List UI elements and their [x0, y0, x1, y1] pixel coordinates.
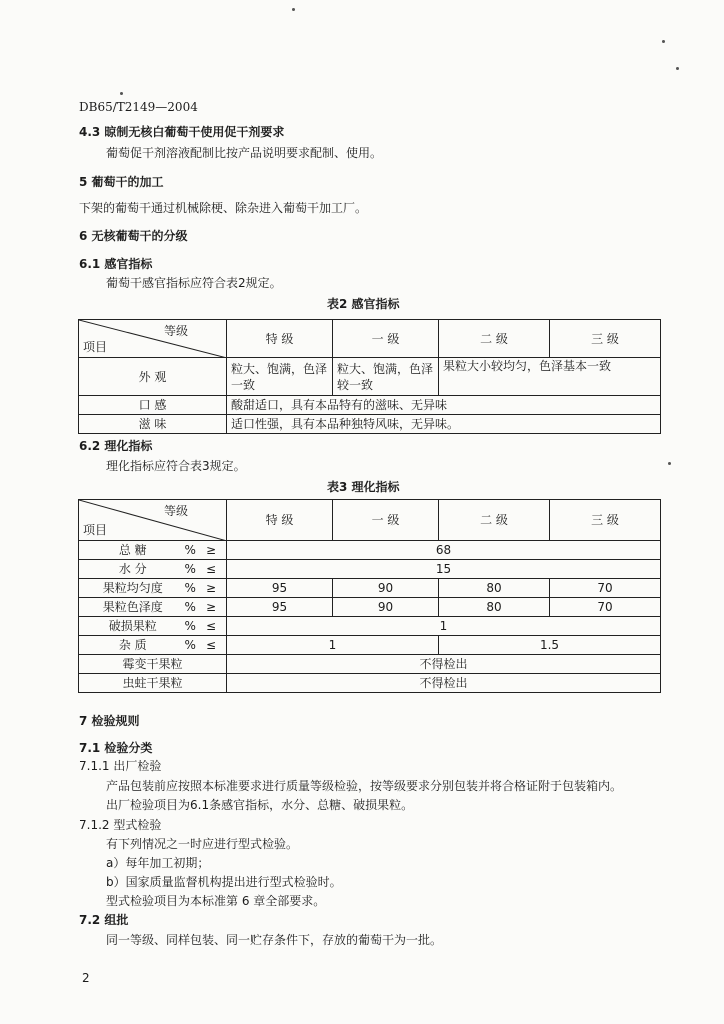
scan-speck	[120, 92, 123, 95]
table2-item-label: 项目	[83, 340, 108, 354]
table2-corner-header	[79, 320, 227, 358]
section-7-1-2-item-b: b）国家质量监督机构提出进行型式检验时。	[106, 875, 342, 889]
table-cell: 90	[333, 598, 439, 617]
section-7-1-2-line2: 型式检验项目为本标准第 6 章全部要求。	[106, 894, 326, 908]
scan-speck	[676, 67, 679, 70]
operator: ≤	[205, 619, 216, 633]
section-5-body: 下架的葡萄干通过机械除梗、除杂进入葡萄干加工厂。	[79, 201, 368, 215]
table-row	[79, 674, 661, 693]
table-row	[79, 560, 661, 579]
table-row	[79, 396, 661, 415]
operator: ≤	[205, 638, 216, 652]
table3-grade-header: 二 级	[439, 500, 550, 541]
table-cell: 果粒大小较均匀，色泽基本一致	[439, 358, 661, 396]
unit: %	[184, 562, 196, 576]
table-cell: 1	[227, 617, 661, 636]
row-label-mouthfeel: 口 感	[79, 396, 227, 415]
section-7-2-body: 同一等级、同样包装、同一贮存条件下，存放的葡萄干为一批。	[106, 933, 443, 947]
table-cell: 适口性强，具有本品种独特风味，无异味。	[227, 415, 661, 434]
section-6-1-body: 葡萄干感官指标应符合表2规定。	[106, 276, 282, 290]
standard-code: DB65/T2149—2004	[79, 100, 198, 114]
table-cell: 粒大、饱满，色泽一致	[227, 358, 333, 396]
row-label-total-sugar	[79, 541, 227, 560]
table-cell: 粒大、饱满，色泽较一致	[333, 358, 439, 396]
section-7-2-title: 7.2 组批	[79, 913, 129, 927]
unit: %	[184, 619, 196, 633]
table2-caption: 表2 感官指标	[327, 297, 400, 311]
row-label-impurity	[79, 636, 227, 655]
table2-grade-header: 一 级	[333, 320, 439, 358]
table-cell: 95	[227, 598, 333, 617]
item-name: 总 糖	[118, 543, 147, 557]
table-cell: 70	[550, 579, 661, 598]
section-7-1-2-title: 7.1.2 型式检验	[79, 818, 162, 832]
unit: %	[184, 638, 196, 652]
table3-grade-header: 一 级	[333, 500, 439, 541]
table3-item-label: 项目	[83, 523, 108, 537]
table3-caption: 表3 理化指标	[327, 480, 400, 494]
table3-grade-header: 三 级	[550, 500, 661, 541]
scan-speck	[292, 8, 295, 11]
table-row	[79, 636, 661, 655]
table-cell: 酸甜适口，具有本品特有的滋味、无异味	[227, 396, 661, 415]
table-cell: 80	[439, 579, 550, 598]
operator: ≤	[205, 562, 216, 576]
item-name: 水 分	[118, 562, 147, 576]
table-cell: 不得检出	[227, 655, 661, 674]
table-row	[79, 617, 661, 636]
row-label-color	[79, 598, 227, 617]
scan-speck	[668, 462, 671, 465]
table3-grade-label: 等级	[163, 504, 188, 518]
table-row	[79, 541, 661, 560]
table-cell: 1.5	[439, 636, 661, 655]
item-name: 破损果粒	[108, 619, 157, 633]
table3-corner-header	[79, 500, 227, 541]
unit: %	[184, 581, 196, 595]
table3-grade-header: 特 级	[227, 500, 333, 541]
section-6-1-title: 6.1 感官指标	[79, 257, 153, 271]
operator: ≥	[205, 581, 216, 595]
row-label-insect: 虫蛀干果粒	[79, 674, 227, 693]
section-6-title: 6 无核葡萄干的分级	[79, 229, 188, 243]
item-name: 果粒均匀度	[102, 581, 163, 595]
table-row	[79, 655, 661, 674]
table-cell: 68	[227, 541, 661, 560]
section-4-3-body: 葡萄促干剂溶液配制比按产品说明要求配制、使用。	[106, 146, 383, 160]
scan-speck	[662, 40, 665, 43]
unit: %	[184, 543, 196, 557]
item-name: 果粒色泽度	[102, 600, 163, 614]
table-cell: 70	[550, 598, 661, 617]
section-7-title: 7 检验规则	[79, 714, 140, 728]
table2-grade-header: 特 级	[227, 320, 333, 358]
section-7-1-2-line1: 有下列情况之一时应进行型式检验。	[106, 837, 299, 851]
page-number: 2	[82, 971, 90, 985]
row-label-broken	[79, 617, 227, 636]
table-row	[79, 579, 661, 598]
table-row	[79, 598, 661, 617]
table-cell: 不得检出	[227, 674, 661, 693]
row-label-uniformity	[79, 579, 227, 598]
table-cell: 1	[227, 636, 439, 655]
item-name: 杂 质	[118, 638, 147, 652]
section-4-3-title: 4.3 晾制无核白葡萄干使用促干剂要求	[79, 125, 285, 139]
section-7-1-2-item-a: a）每年加工初期；	[106, 856, 210, 870]
table-cell: 15	[227, 560, 661, 579]
section-7-1-1-line2: 出厂检验项目为6.1条感官指标，水分、总糖、破损果粒。	[106, 798, 414, 812]
table-row	[79, 358, 661, 396]
section-6-2-body: 理化指标应符合表3规定。	[106, 459, 246, 473]
table2-grade-header: 三 级	[550, 320, 661, 358]
operator: ≥	[205, 600, 216, 614]
section-6-2-title: 6.2 理化指标	[79, 439, 153, 453]
operator: ≥	[205, 543, 216, 557]
section-7-1-title: 7.1 检验分类	[79, 741, 153, 755]
row-label-moldy: 霉变干果粒	[79, 655, 227, 674]
section-5-title: 5 葡萄干的加工	[79, 175, 164, 189]
table-cell: 90	[333, 579, 439, 598]
unit: %	[184, 600, 196, 614]
row-label-moisture	[79, 560, 227, 579]
section-7-1-1-title: 7.1.1 出厂检验	[79, 759, 162, 773]
table2-grade-header: 二 级	[439, 320, 550, 358]
row-label-taste: 滋 味	[79, 415, 227, 434]
table2-grade-label: 等级	[163, 324, 188, 338]
section-7-1-1-line1: 产品包装前应按照本标准要求进行质量等级检验，按等级要求分别包装并将合格证附于包装箱内。	[106, 779, 623, 793]
physicochemical-table	[78, 499, 661, 693]
row-label-appearance: 外 观	[79, 358, 227, 396]
table-cell: 95	[227, 579, 333, 598]
table-cell: 80	[439, 598, 550, 617]
sensory-table	[78, 319, 661, 434]
table-row	[79, 415, 661, 434]
